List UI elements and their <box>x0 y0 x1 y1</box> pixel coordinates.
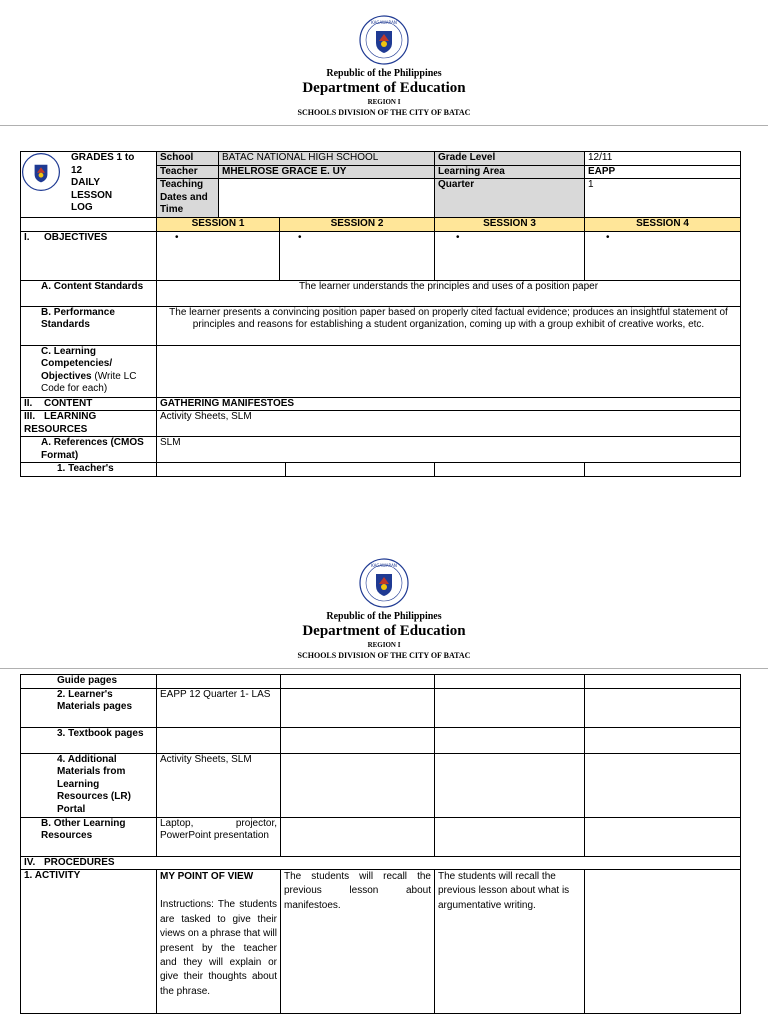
procedures-label <box>21 856 741 870</box>
header-divider <box>0 668 768 669</box>
textbook-pages-s1 <box>157 727 281 753</box>
page-2 <box>0 543 768 1024</box>
bullet: • <box>175 231 179 243</box>
teachers-guide-s1 <box>157 463 286 476</box>
learners-materials-s1: EAPP 12 Quarter 1- LAS <box>157 688 281 727</box>
activity-instructions: Instructions: The students are tasked to give their views on a phrase that will present by the teacher and they will explain or give their thoughts about the phrase. <box>160 899 277 997</box>
additional-materials-s2 <box>281 753 435 817</box>
activity-s3: The students will recall the previous lesson about what is argumentative writing. <box>435 870 585 1014</box>
content-standards-label: A. Content Standards <box>21 280 157 306</box>
additional-materials-label: 4. Additional Materials from Learning Resources (LR) Portal <box>21 753 157 817</box>
procedures-num: IV. <box>24 856 36 868</box>
division-text: SCHOOLS DIVISION OF THE CITY OF BATAC <box>297 108 471 117</box>
session-2-label: SESSION 2 <box>330 218 384 229</box>
activity-s1 <box>157 870 281 1014</box>
activity-s2: The students will recall the previous lesson about manifestoes. <box>281 870 435 1014</box>
competencies-value <box>157 345 741 397</box>
deped-seal-icon <box>359 15 409 65</box>
grade-level-label: Grade Level <box>435 152 585 166</box>
session-3-label: SESSION 3 <box>435 218 585 232</box>
resources-num: III. <box>24 411 36 422</box>
other-resources-s2 <box>281 817 435 856</box>
quarter-label: Quarter <box>435 179 585 218</box>
region-text: REGION I <box>367 98 401 106</box>
division-text: SCHOOLS DIVISION OF THE CITY OF BATAC <box>297 651 471 660</box>
other-resources-s4 <box>585 817 741 856</box>
teaching-dates-label: Teaching Dates and Time <box>157 179 219 218</box>
dll-title-line: DAILY <box>71 177 101 188</box>
other-resources-label: B. Other Learning Resources <box>21 817 157 856</box>
content-label <box>21 397 157 411</box>
bullet: • <box>606 231 610 243</box>
learners-materials-s4 <box>585 688 741 727</box>
other-resources-s1: Laptop, projector, PowerPoint presentation <box>157 817 281 856</box>
teachers-split <box>157 463 434 476</box>
guide-pages-s3 <box>435 675 585 689</box>
guide-pages-label: Guide pages <box>21 675 157 689</box>
additional-materials-s3 <box>435 753 585 817</box>
teacher-value: MHELROSE GRACE E. UY <box>219 165 435 179</box>
competencies-label-bold: C. Learning Competencies/ Objectives <box>41 345 113 382</box>
activity-s4 <box>585 870 741 1014</box>
quarter-value: 1 <box>585 179 741 218</box>
department-title: Department of Education <box>302 80 466 96</box>
objectives-s1 <box>157 232 280 280</box>
teachers-guide-s1-s2 <box>157 463 435 477</box>
teachers-guide-s3 <box>435 463 585 477</box>
learning-area-label: Learning Area <box>435 165 585 179</box>
learners-materials-label: 2. Learner's Materials pages <box>21 688 157 727</box>
additional-materials-s1: Activity Sheets, SLM <box>157 753 281 817</box>
objectives-s4 <box>585 231 741 280</box>
dll-table-page2 <box>20 674 741 1014</box>
guide-pages-s1 <box>157 675 281 689</box>
school-value: BATAC NATIONAL HIGH SCHOOL <box>219 152 435 166</box>
objectives-text: OBJECTIVES <box>44 231 108 243</box>
page-gap <box>0 486 768 543</box>
content-value: GATHERING MANIFESTOES <box>157 397 741 411</box>
teachers-guide-s4 <box>585 463 741 477</box>
session-split <box>157 218 434 231</box>
textbook-pages-s3 <box>435 727 585 753</box>
session-header-blank <box>21 218 157 232</box>
guide-pages-s2 <box>281 675 435 689</box>
content-text: CONTENT <box>44 397 93 409</box>
session-4-label: SESSION 4 <box>585 218 741 232</box>
session-1-label: SESSION 1 <box>157 218 280 231</box>
dll-title-line: LESSON <box>71 189 113 201</box>
learning-resources-value: Activity Sheets, SLM <box>157 411 741 437</box>
dll-title-line: LOG <box>71 202 93 213</box>
bullet: • <box>298 231 302 243</box>
svg-text:KAGAWARAN: KAGAWARAN <box>371 20 397 25</box>
dll-title <box>71 152 134 215</box>
grade-level-value: 12/11 <box>585 152 741 166</box>
textbook-pages-label: 3. Textbook pages <box>21 727 157 753</box>
competencies-label <box>21 345 157 397</box>
objectives-num: I. <box>24 231 30 243</box>
deped-seal-icon <box>21 152 61 192</box>
learning-resources-label <box>21 411 157 437</box>
other-resources-s3 <box>435 817 585 856</box>
references-value: SLM <box>157 437 741 463</box>
objectives-s2 <box>280 232 435 280</box>
references-label: A. References (CMOS Format) <box>21 437 157 463</box>
session-header-1-2 <box>157 218 435 232</box>
additional-materials-s4 <box>585 753 741 817</box>
deped-seal-icon <box>359 558 409 608</box>
performance-standards-value: The learner presents a convincing position paper based on properly cited factual evidence; produces an insightful statement of principles and reasons for establishing a student organization, coming up with a group exhibit of creative works, etc. <box>157 306 741 345</box>
activity-title: MY POINT OF VIEW <box>160 871 254 882</box>
objectives-split <box>157 232 434 280</box>
bullet: • <box>456 231 460 243</box>
content-standards-value: The learner understands the principles and uses of a position paper <box>157 280 741 306</box>
guide-pages-s4 <box>585 675 741 689</box>
department-title: Department of Education <box>302 623 466 639</box>
learning-area-value: EAPP <box>585 165 741 179</box>
republic-text: Republic of the Philippines <box>326 611 442 622</box>
objectives-s1-s2 <box>157 231 435 280</box>
dll-title-line: GRADES 1 to <box>71 152 135 163</box>
school-label: School <box>157 152 219 166</box>
content-num: II. <box>24 397 33 409</box>
dll-title-cell <box>21 152 157 218</box>
svg-text:KAGAWARAN: KAGAWARAN <box>371 563 397 568</box>
competencies-label-rest: (Write LC Code for each) <box>41 370 137 394</box>
region-text: REGION I <box>367 641 401 649</box>
teacher-label: Teacher <box>157 165 219 179</box>
dll-title-line: 12 <box>71 164 83 176</box>
textbook-pages-s2 <box>281 727 435 753</box>
learners-materials-s3 <box>435 688 585 727</box>
activity-label: 1. ACTIVITY <box>21 870 157 1014</box>
teachers-guide-s2 <box>286 463 435 476</box>
objectives-label <box>21 231 157 280</box>
page-1 <box>0 0 768 486</box>
teaching-dates-value <box>219 179 435 218</box>
procedures-text: PROCEDURES <box>44 856 115 868</box>
learners-materials-s2 <box>281 688 435 727</box>
dll-table-page1 <box>20 151 741 477</box>
republic-text: Republic of the Philippines <box>326 68 442 79</box>
teachers-guide-label: 1. Teacher's <box>21 463 157 477</box>
resources-text: LEARNING RESOURCES <box>24 411 97 435</box>
header-divider <box>0 125 768 126</box>
textbook-pages-s4 <box>585 727 741 753</box>
objectives-s3 <box>435 231 585 280</box>
performance-standards-label: B. Performance Standards <box>21 306 157 345</box>
